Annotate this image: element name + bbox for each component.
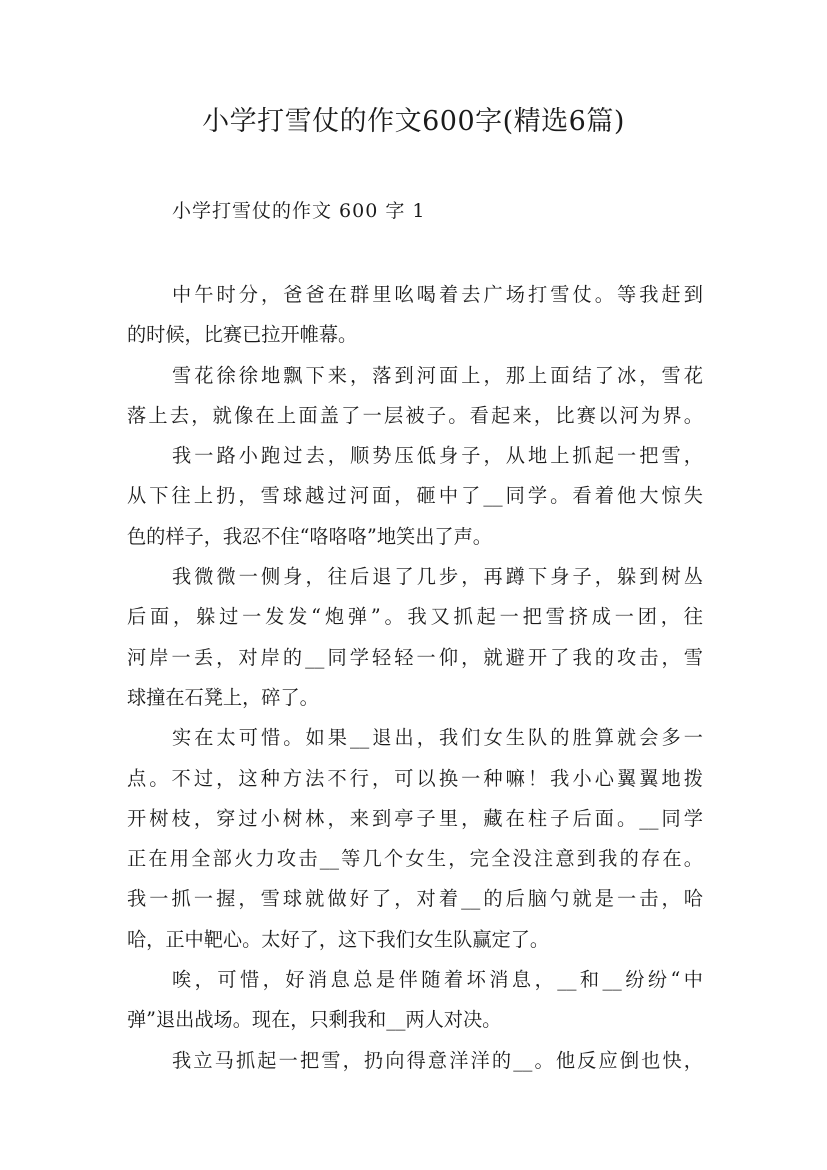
text-line: 的时候，比赛已拉开帷幕。: [127, 323, 358, 347]
text-line: 实在太可惜。如果__退出，我们女生队的胜算就会多一: [172, 726, 703, 750]
text-line: 我一抓一握，雪球就做好了，对着__的后脑勺就是一击，哈: [127, 887, 703, 911]
text-line: 后面，躲过一发发“炮弹”。我又抓起一把雪挤成一团，往: [127, 605, 703, 629]
text-line: 我一路小跑过去，顺势压低身子，从地上抓起一把雪，: [172, 444, 703, 468]
text-line: 雪花徐徐地飘下来，落到河面上，那上面结了冰，雪花: [172, 363, 703, 387]
text-line: 从下往上扔，雪球越过河面，砸中了__同学。看着他大惊失: [127, 484, 703, 508]
text-line: 开树枝，穿过小树林，来到亭子里，藏在柱子后面。__同学: [127, 806, 703, 830]
text-line: 我微微一侧身，往后退了几步，再蹲下身子，躲到树丛: [172, 565, 703, 589]
document-title: 小学打雪仗的作文600字(精选6篇): [202, 106, 625, 137]
text-line: 我立马抓起一把雪，扔向得意洋洋的__。他反应倒也快，: [172, 1048, 703, 1072]
text-line: 色的样子，我忍不住“咯咯咯”地笑出了声。: [127, 524, 492, 548]
text-line: 正在用全部火力攻击__等几个女生，完全没注意到我的存在。: [127, 847, 703, 871]
essay-body: [127, 275, 703, 1081]
section-heading: 小学打雪仗的作文 600 字 1: [172, 200, 426, 222]
text-line: 哈，正中靶心。太好了，这下我们女生队赢定了。: [127, 927, 550, 951]
text-line: 河岸一丢，对岸的__同学轻轻一仰，就避开了我的攻击，雪: [127, 645, 703, 669]
text-line: 落上去，就像在上面盖了一层被子。看起来，比赛以河为界。: [127, 403, 703, 427]
text-line: 唉，可惜，好消息总是伴随着坏消息，__和__纷纷“中: [172, 968, 703, 992]
text-line: 弹”退出战场。现在，只剩我和__两人对决。: [127, 1008, 502, 1032]
text-line: 球撞在石凳上，碎了。: [127, 685, 319, 709]
text-line: 中午时分，爸爸在群里吆喝着去广场打雪仗。等我赶到: [172, 283, 703, 306]
text-line: 点。不过，这种方法不行，可以换一种嘛！我小心翼翼地拨: [127, 766, 703, 790]
